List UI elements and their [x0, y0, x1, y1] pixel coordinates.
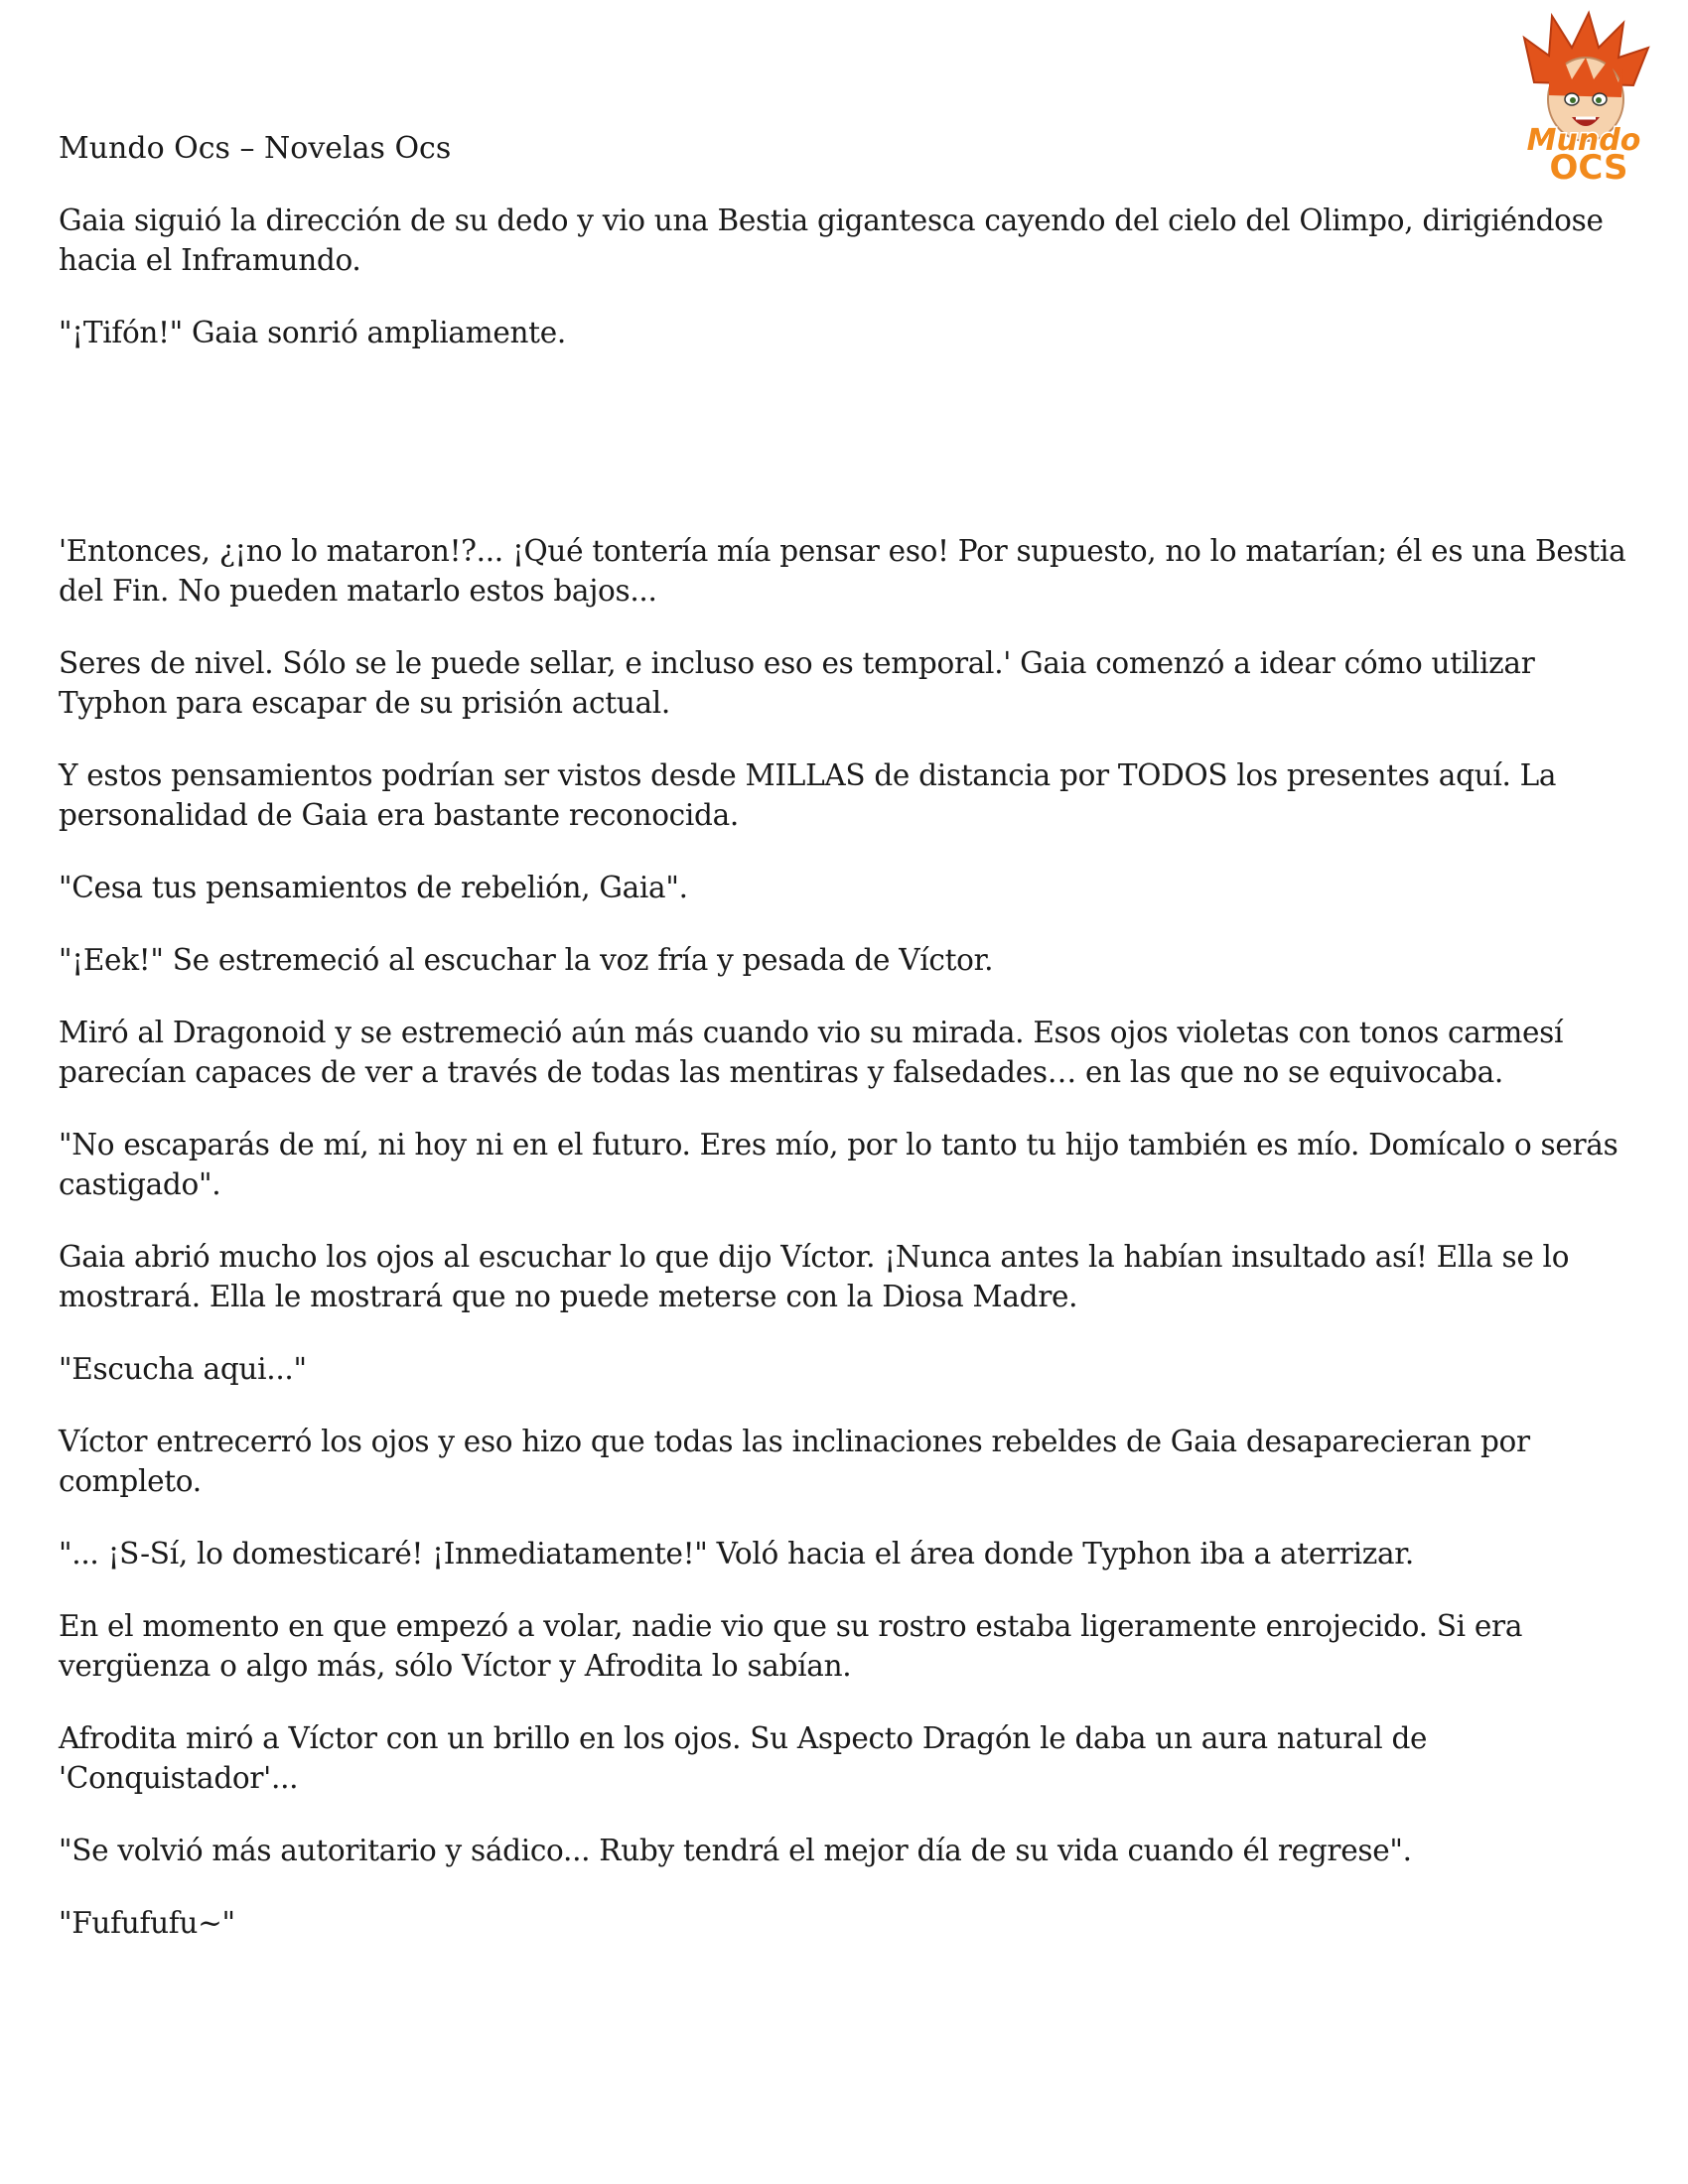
paragraph: Víctor entrecerró los ojos y eso hizo que todas las inclinaciones rebeldes de Gaia desaparecieran por completo. [59, 1425, 1530, 1498]
logo-text-bottom: OCS [1549, 148, 1628, 182]
paragraph: Gaia abrió mucho los ojos al escuchar lo que dijo Víctor. ¡Nunca antes la habían insultado así! Ella se lo mostrará. Ella le mostrará que no puede meterse con la Diosa Madre. [59, 1240, 1570, 1313]
paragraph: "¡Tifón!" Gaia sonrió ampliamente. [59, 316, 566, 349]
document-body [59, 201, 1647, 1976]
paragraph: "¡Eek!" Se estremeció al escuchar la voz fría y pesada de Víctor. [59, 943, 994, 977]
mundo-ocs-logo-image [1494, 8, 1673, 182]
paragraph: "No escaparás de mí, ni hoy ni en el futuro. Eres mío, por lo tanto tu hijo también es mío. Domícalo o serás castigado". [59, 1128, 1618, 1201]
paragraph: Gaia siguió la dirección de su dedo y vio una Bestia gigantesca cayendo del cielo del Olimpo, dirigiéndose hacia el Inframundo. [59, 204, 1604, 277]
paragraph: Y estos pensamientos podrían ser vistos desde MILLAS de distancia por TODOS los presentes aquí. La personalidad de Gaia era bastante reconocida. [59, 758, 1557, 832]
paragraph: "Cesa tus pensamientos de rebelión, Gaia". [59, 871, 688, 904]
paragraph: 'Entonces, ¿¡no lo mataron!?... ¡Qué tontería mía pensar eso! Por supuesto, no lo matarían; él es una Bestia del Fin. No pueden matarlo estos bajos... [59, 534, 1626, 608]
paragraph: "Se volvió más autoritario y sádico... Ruby tendrá el mejor día de su vida cuando él regrese". [59, 1834, 1412, 1867]
paragraph: "... ¡S-Sí, lo domesticaré! ¡Inmediatamente!" Voló hacia el área donde Typhon iba a aterrizar. [59, 1537, 1414, 1570]
blank-space [59, 385, 1647, 531]
mundo-ocs-logo [1494, 8, 1673, 182]
paragraph: Afrodita miró a Víctor con un brillo en los ojos. Su Aspecto Dragón le daba un aura natural de 'Conquistador'... [59, 1721, 1428, 1795]
page-header: Mundo Ocs – Novelas Ocs [59, 131, 452, 166]
paragraph: "Fufufufu~" [59, 1906, 235, 1940]
paragraph: Miró al Dragonoid y se estremeció aún más cuando vio su mirada. Esos ojos violetas con tonos carmesí parecían capaces de ver a través de todas las mentiras y falsedades… en las que no se equivocaba. [59, 1016, 1564, 1089]
logo-text-top: Mundo [1526, 123, 1641, 158]
paragraph: En el momento en que empezó a volar, nadie vio que su rostro estaba ligeramente enrojecido. Si era vergüenza o algo más, sólo Víctor y Afrodita lo sabían. [59, 1609, 1523, 1683]
paragraph: Seres de nivel. Sólo se le puede sellar, e incluso eso es temporal.' Gaia comenzó a idear cómo utilizar Typhon para escapar de su prisión actual. [59, 646, 1535, 720]
paragraph: "Escucha aqui..." [59, 1352, 307, 1386]
